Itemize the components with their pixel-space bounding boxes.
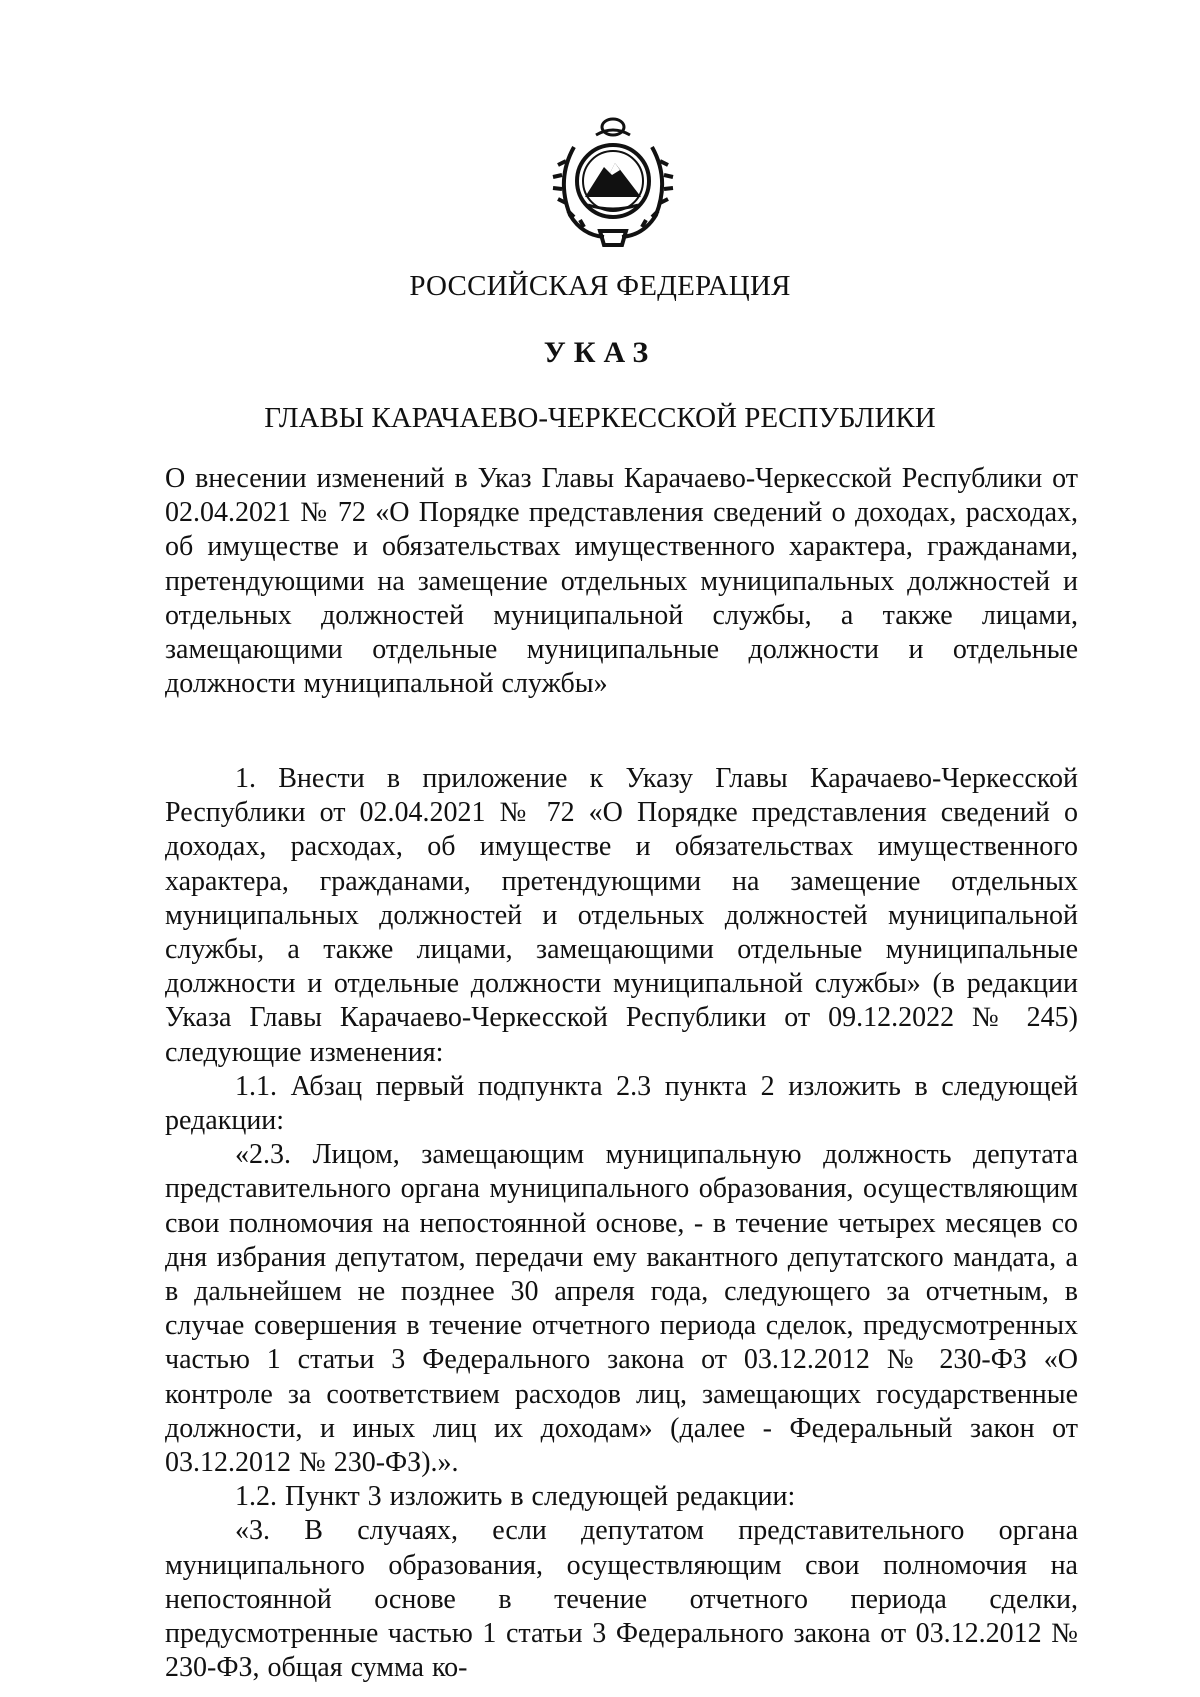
issuer-title: ГЛАВЫ КАРАЧАЕВО-ЧЕРКЕССКОЙ РЕСПУБЛИКИ bbox=[264, 402, 936, 434]
document-subject: О внесении изменений в Указ Главы Карачаево-Черкесской Республики от 02.04.2021 № 72 «О Порядке представления сведений о доходах, расходах, об имуществе и обязательствах имущественного характера, гражданами, претендующими на замещение отдельных муниципальных должностей и отдельных должностей муниципальной службы, а также лицами, замещающими отдельные муниципальные должности и отдельные должности муниципальной службы» bbox=[165, 463, 1078, 700]
paragraph-1: 1. Внести в приложение к Указу Главы Карачаево-Черкесской Республики от 02.04.2021 № 72 «О Порядке представления сведений о доходах, расходах, об имуществе и обязательствах имущественного характера, гражданами, претендующими на замещение отдельных муниципальных должностей и отдельных должностей муниципальной службы, а также лицами, замещающими отдельные муниципальные должности и отдельные должности муниципальной службы» (в редакции Указа Главы Карачаево-Черкесской Республики от 09.12.2022 № 245) следующие изменения: bbox=[165, 763, 1078, 1068]
document-body bbox=[165, 762, 1078, 1685]
coat-of-arms-icon bbox=[552, 117, 674, 251]
country-title: РОССИЙСКАЯ ФЕДЕРАЦИЯ bbox=[409, 270, 791, 302]
paragraph-quote-2-3: «2.3. Лицом, замещающим муниципальную должность депутата представительного органа муниципального образования, осуществляющим свои полномочия на непостоянной основе, - в течение четырех месяцев со дня избрания депутатом, передачи ему вакантного депутатского мандата, а в дальнейшем не позднее 30 апреля года, следующего за отчетным, в случае совершения в течение отчетного периода сделок, предусмотренных частью 1 статьи 3 Федерального закона от 03.12.2012 № 230-ФЗ «О контроле за соответствием расходов лиц, замещающих государственные должности, и иных лиц их доходам» (далее - Федеральный закон от 03.12.2012 № 230-ФЗ).». bbox=[165, 1139, 1078, 1479]
document-type-title: УКАЗ bbox=[543, 336, 657, 369]
paragraph-1-2: 1.2. Пункт 3 изложить в следующей редакции: bbox=[235, 1481, 796, 1513]
paragraph-quote-3: «3. В случаях, если депутатом представительного органа муниципального образования, осуществляющим свои полномочия на непостоянной основе в течение отчетного периода сделки, предусмотренные частью 1 статьи 3 Федерального закона от 03.12.2012 № 230-ФЗ, общая сумма ко- bbox=[165, 1515, 1078, 1684]
paragraph-1-1: 1.1. Абзац первый подпункта 2.3 пункта 2 изложить в следующей редакции: bbox=[165, 1070, 1078, 1137]
